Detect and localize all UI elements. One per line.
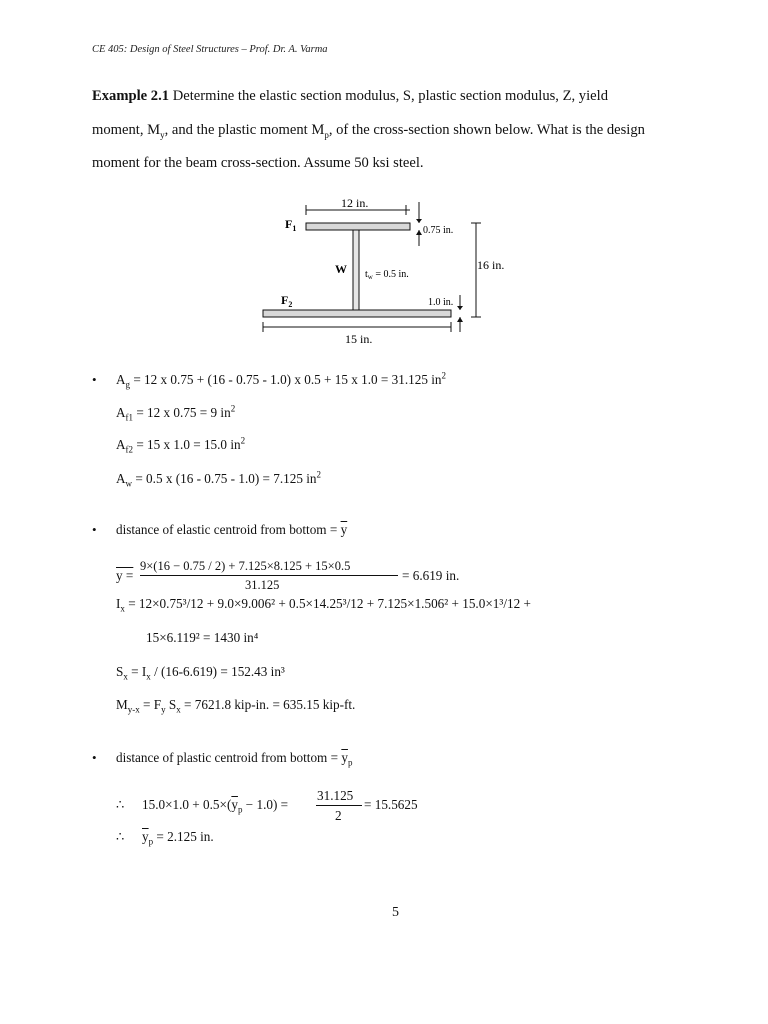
problem-line-1 (92, 88, 698, 105)
top-flange (306, 223, 410, 230)
bot-thk-label: 1.0 in. (428, 297, 454, 308)
ybar-result: = 6.619 in. (402, 568, 460, 583)
elastic-centroid-text: distance of elastic centroid from bottom = $\overline{y}$ (116, 522, 348, 537)
web (353, 230, 359, 310)
tw-label: $t_w = 0.5$ in. (365, 269, 409, 281)
plastic-result: = 15.5625 (364, 797, 418, 812)
ybar-numerator: 9×(16 − 0.75 / 2) + 7.125×8.125 + 15×0.5 (140, 559, 351, 573)
height-label: 16 in. (477, 258, 505, 272)
therefore-1: ∴ (116, 797, 125, 812)
sub-y: y (160, 129, 165, 140)
eq-ag: $A_g = 12$ x 0.75 + (16 - 0.75 - 1.0) x 0.5 + 15 x 1.0 = 31.125 $in^2$ (116, 370, 446, 390)
ybar-fraction-bar (140, 575, 398, 576)
eq-sx: $S_x = I_x / (16-6.619) = 152.43$ in³ (116, 664, 285, 682)
sub-p: p (324, 129, 329, 140)
top-thk-arrow-head-2 (416, 230, 422, 235)
f2-label: $F_2$ (281, 293, 293, 309)
bot-thk-arrow-head-2 (457, 317, 463, 322)
plastic-denominator: 2 (335, 808, 342, 823)
bullet-3: • (92, 750, 97, 765)
eq-af1: $A_{f1} = 12$ x 0.75 = 9 $in^2$ (116, 403, 236, 423)
bot-thk-arrow-head-1 (457, 306, 463, 310)
problem-text-1: Determine the elastic section modulus, S, plastic section modulus, Z, yield (172, 88, 608, 104)
ybar-denominator: 31.125 (245, 578, 280, 592)
top-width-label: 12 in. (341, 196, 369, 210)
problem-line-3: moment for the beam cross-section. Assume 50 ksi steel. (92, 155, 424, 171)
eq-my: $M_{y-x} = F_y$ $S_x = 7621.8$ kip-in. = 635.15 kip-ft. (116, 697, 356, 715)
web-label: W (335, 262, 347, 276)
problem-text-2c: , of the cross-section shown below. What is the design (328, 122, 645, 138)
bottom-flange (263, 310, 451, 317)
bullet-1: • (92, 372, 97, 387)
plastic-centroid-text: distance of plastic centroid from bottom = $\overline{y}_p$ (116, 750, 353, 768)
example-label: Example 2.1 (92, 88, 170, 104)
ybar-lhs: y = (116, 568, 134, 583)
top-thk-arrow-head-1 (416, 219, 422, 223)
eq-af2: $A_{f2} = 15$ x 1.0 = 15.0 $in^2$ (116, 435, 246, 455)
ybarp-result: $\overline{y}_p = 2.125$ in. (142, 829, 214, 847)
eq-aw: $A_w = 0.5$ x (16 - 0.75 - 1.0) = 7.125 $in^2$ (116, 469, 321, 489)
plastic-equation: $15.0\times 1.0 + 0.5\times(\overline{y}_p - 1.0)$ = (142, 797, 289, 815)
top-thk-label: 0.75 in. (423, 225, 454, 236)
problem-text-2a: moment, M (92, 122, 161, 138)
therefore-2: ∴ (116, 829, 125, 844)
f1-label: $F_1$ (285, 217, 297, 233)
page-header: CE 405: Design of Steel Structures – Prof. Dr. A. Varma (92, 44, 328, 55)
eq-ix-cont: 15×6.119² = 1430 in⁴ (146, 630, 259, 645)
plastic-fraction-bar (316, 805, 362, 806)
bullet-2: • (92, 522, 97, 537)
eq-ix: $I_x = 12\times 0.75^3/12 + 9.0\times 9.006^2 + 0.5\times 14.25^3/12 + 7.125\times 1.506^2 + 15.0\times 1^3/12$ + (116, 596, 531, 614)
problem-text-2b: , and the plastic moment M (164, 122, 325, 138)
bot-width-label: 15 in. (345, 332, 373, 346)
page-number: 5 (392, 905, 399, 920)
plastic-numerator: 31.125 (317, 788, 354, 803)
problem-line-2 (92, 122, 698, 139)
cross-section-diagram (255, 190, 505, 350)
